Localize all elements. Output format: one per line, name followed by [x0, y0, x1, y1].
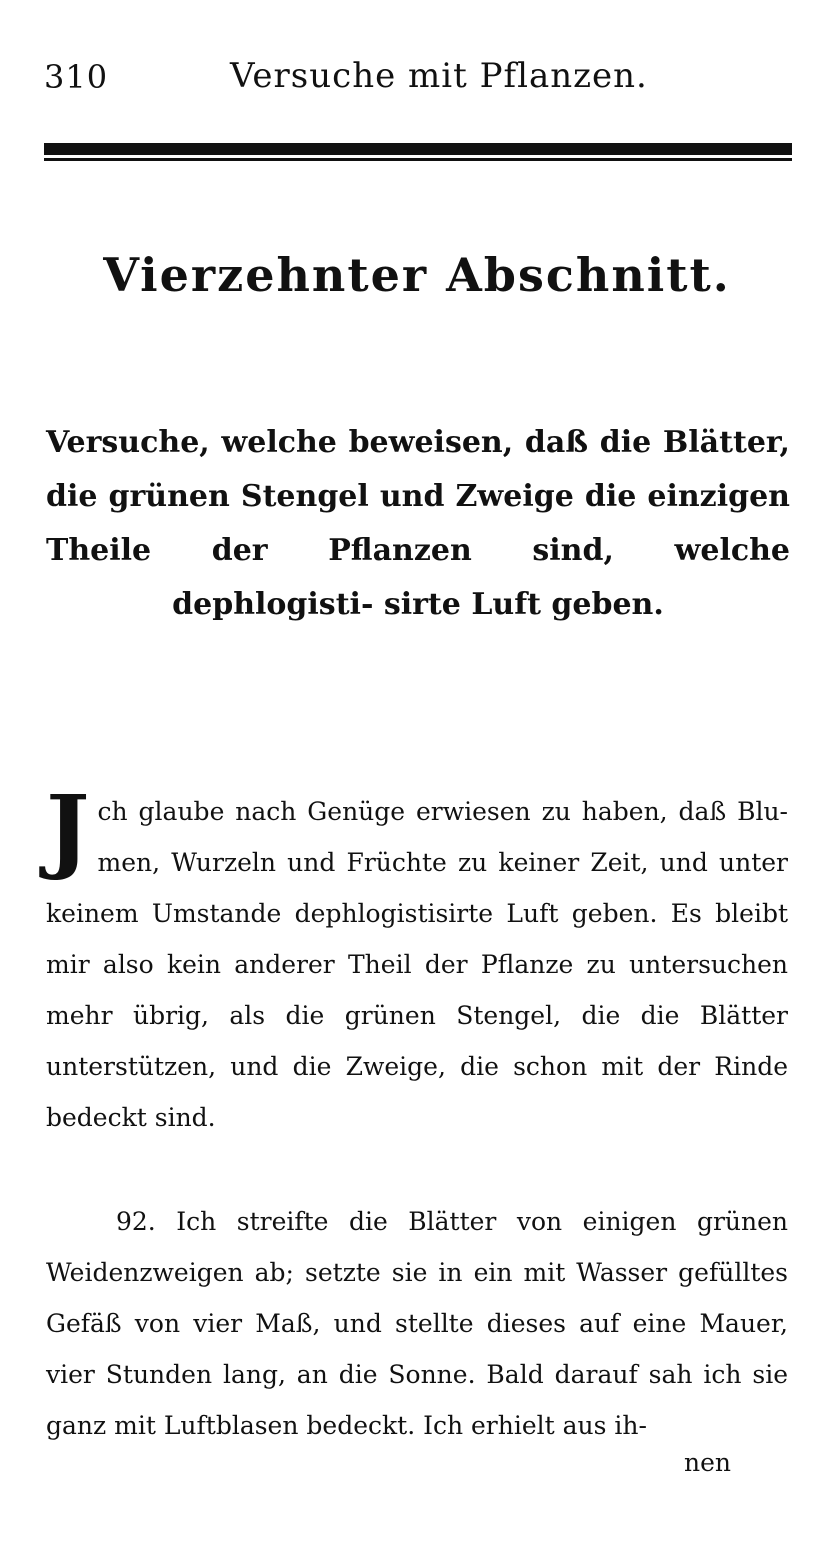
header-rule-thick	[44, 143, 792, 155]
page-header	[44, 52, 790, 108]
running-title: Versuche mit Pflanzen.	[230, 56, 648, 96]
paragraph-2	[46, 1196, 788, 1451]
paragraph-2-text: Ich streifte die Blätter von einigen grünen Weidenzweigen ab; setzte sie in ein mit Wasser gefülltes Gefäß von vier Maß, und stellte dieses auf eine Mauer, vier Stunden lang, an die Sonne. Bald darauf sah ich sie ganz mit Luftblasen bedeckt. Ich erhielt aus ih-	[46, 1207, 789, 1440]
header-rule-thin	[44, 158, 792, 161]
section-heading: Versuche, welche beweisen, daß die Blätter, die grünen Stengel und Zweige die einzigen Theile der Pflanzen sind, welche dephlogisti- sirte Luft geben.	[46, 425, 790, 622]
chapter-title: Vierzehnter Abschnitt.	[103, 248, 731, 302]
paragraph-1	[46, 775, 788, 1143]
catchword: nen	[684, 1448, 731, 1477]
paragraph-1-text: ch glaube nach Genüge erwiesen zu haben, daß Blu- men, Wurzeln und Früchte zu keiner Zeit, und unter keinem Umstande dephlogistisirte Luft geben. Es bleibt mir also kein anderer Theil der Pflanze zu untersuchen mehr übrig, als die grünen Stengel, die die Blätter unterstützen, und die Zweige, die schon mit der Rinde bedeckt sind.	[46, 797, 788, 1132]
paragraph-number: 92.	[116, 1207, 156, 1236]
drop-cap: J	[46, 775, 90, 883]
page-number: 310	[44, 58, 109, 96]
